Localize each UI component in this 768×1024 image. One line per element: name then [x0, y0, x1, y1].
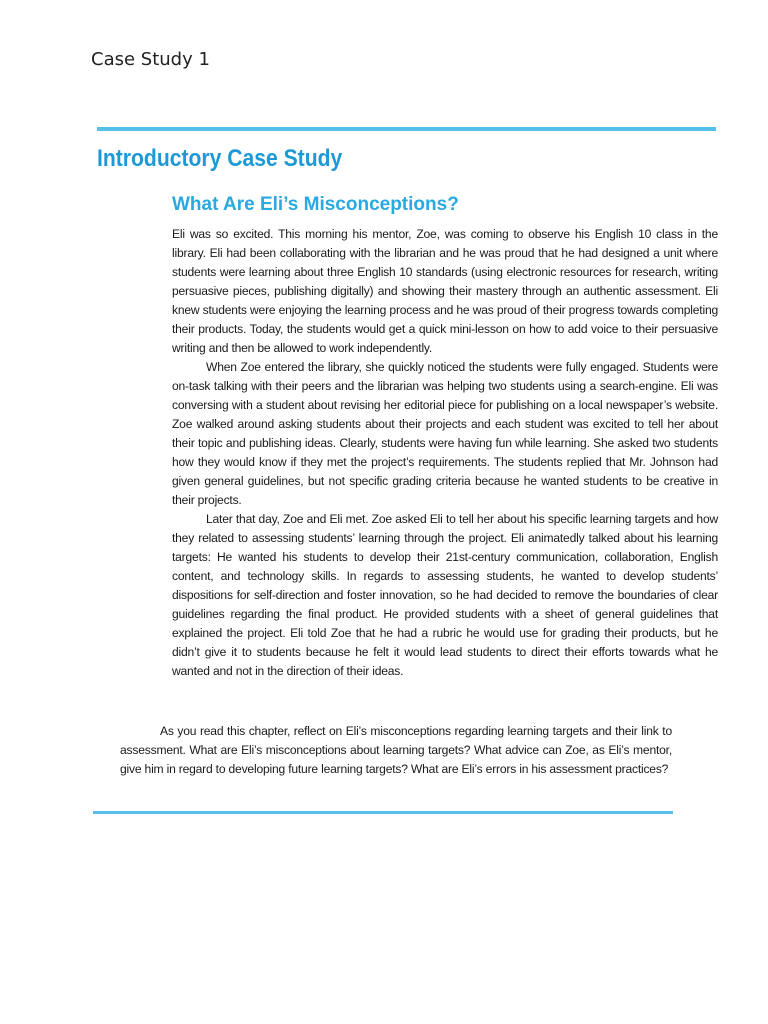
- body-paragraph-3: Later that day, Zoe and Eli met. Zoe asked Eli to tell her about his specific learning targets and how they related to assessing students’ learning through the project. Eli animatedly talked about his learning targets: He wanted his students to develop their 21st-century communication, collaboration, English content, and technology skills. In regards to assessing students, he wanted to develop students’ dispositions for self-direction and foster innovation, so he had decided to remove the boundaries of clear guidelines regarding the final product. He provided students with a sheet of general guidelines that explained the project. Eli told Zoe that he had a rubric he would use for grading their products, but he didn’t give it to students because he felt it would lead students to direct their efforts towards what he wanted and not in the direction of their ideas.: [172, 512, 718, 678]
- section-title: Introductory Case Study: [97, 145, 343, 172]
- body-paragraph-2: When Zoe entered the library, she quickly noticed the students were fully engaged. Students were on-task talking with their peers and the librarian was helping two students using a search-engine. Eli was conversing with a student about revising her editorial piece for publishing on a local newspaper’s website. Zoe walked around asking students about their projects and each student was excited to tell her about their topic and publishing ideas. Clearly, students were having fun while learning. She asked two students how they would know if they met the project’s requirements. The students replied that Mr. Johnson had given general guidelines, but not specific grading criteria because he wanted students to be creative in their projects.: [172, 360, 718, 507]
- case-study-heading: What Are Eli’s Misconceptions?: [172, 194, 459, 215]
- page-header-label: Case Study 1: [91, 49, 210, 70]
- reflection-paragraph: As you read this chapter, reflect on Eli’s misconceptions regarding learning targets and their link to assessment. What are Eli’s misconceptions about learning targets? What advice can Zoe, as Eli’s mentor, give him in regard to developing future learning targets? What are Eli’s errors in his assessment practices?: [120, 724, 672, 776]
- body-paragraph-1: Eli was so excited. This morning his mentor, Zoe, was coming to observe his English 10 class in the library. Eli had been collaborating with the librarian and he was proud that he had designed a unit where students were learning about three English 10 standards (using electronic resources for research, writing persuasive pieces, publishing digitally) and showing their mastery through an authentic assessment. Eli knew students were enjoying the learning process and he was proud of their progress towards completing their products. Today, the students would get a quick mini-lesson on how to add voice to their persuasive writing and then be allowed to work independently.: [172, 227, 718, 355]
- bottom-divider: [93, 811, 673, 814]
- top-divider: [97, 127, 716, 131]
- case-study-body: [172, 225, 718, 681]
- reflection-prompt: [120, 722, 672, 779]
